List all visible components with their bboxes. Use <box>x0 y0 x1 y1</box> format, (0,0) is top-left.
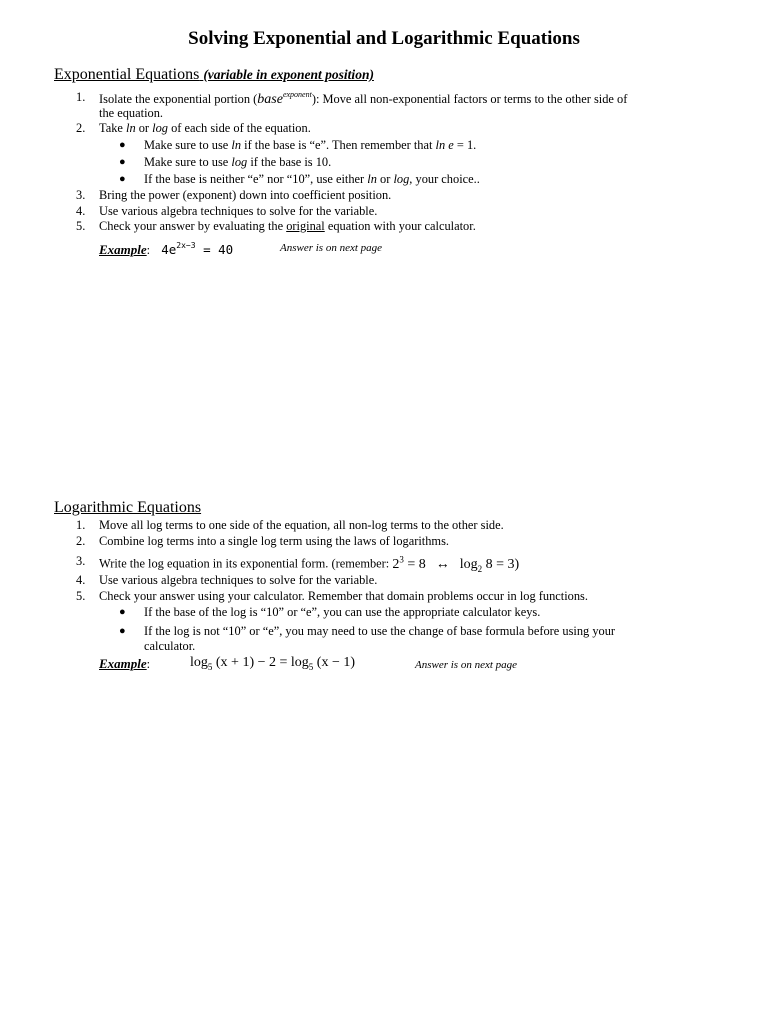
exp-step1-post: ): Move all non-exponential factors or terms to the other side of <box>311 92 628 106</box>
log-bullet2-cont: calculator. <box>144 639 196 653</box>
exponential-heading-paren: (variable in exponent position) <box>203 67 374 82</box>
log-example-rhs-base: 5 <box>308 661 314 672</box>
exp-bullet1-dot: ● <box>119 139 126 151</box>
log-example-lhs-arg: (x + 1) − 2 = <box>212 655 291 670</box>
exp-step5-original: original <box>286 219 325 233</box>
exp-step4-text: Use various algebra techniques to solve for the variable. <box>99 204 378 218</box>
page-title: Solving Exponential and Logarithmic Equations <box>188 28 580 49</box>
exp-step1-exponent-word: exponent <box>282 90 312 99</box>
log-example-lhs-base: 5 <box>207 661 213 672</box>
exp-step5-post: equation with your calculator. <box>324 219 476 233</box>
log-bullet2-text: If the log is not “10” or “e”, you may need to use the change of base formula before using your <box>144 624 616 638</box>
log-step2-text: Combine log terms into a single log term using the laws of logarithms. <box>99 534 449 548</box>
log-step3-text <box>99 552 519 575</box>
exp-bullet3-ln: ln <box>367 172 377 186</box>
log-step3-eq2-rhs: 8 = 3) <box>482 556 520 572</box>
log-step3-log-base: 2 <box>477 563 483 574</box>
log-example-colon: : <box>146 657 151 671</box>
exp-example <box>99 239 233 257</box>
exp-example-label: Example <box>99 242 147 257</box>
exp-example-colon: : <box>146 243 151 257</box>
exp-step1-base-word: base <box>257 92 283 107</box>
log-step3-num: 3. <box>76 554 86 568</box>
log-step3-exp: 3 <box>399 554 404 564</box>
exp-bullet3-dot: ● <box>119 173 126 185</box>
log-step3-equation <box>392 554 520 574</box>
log-step3-base: 2 <box>392 556 400 572</box>
exp-step2-text <box>99 121 311 135</box>
exp-step4-num: 4. <box>76 204 86 218</box>
log-step5-num: 5. <box>76 589 86 603</box>
exp-step2-post: of each side of the equation. <box>168 121 311 135</box>
exp-example-coef: 4e <box>161 242 177 257</box>
exp-example-exp: 2x−3 <box>176 241 196 250</box>
exp-bullet1-pre: Make sure to use <box>144 138 232 152</box>
log-example-rhs-arg: (x − 1) <box>313 655 356 670</box>
exp-bullet2-post: if the base is 10. <box>247 155 332 169</box>
exp-bullet3-text <box>144 172 480 186</box>
exponential-heading <box>54 66 374 84</box>
exp-bullet1-mid: if the base is “e”. Then remember that <box>241 138 436 152</box>
exp-bullet1-ln: ln <box>231 138 242 152</box>
exp-step3-num: 3. <box>76 188 86 202</box>
exp-bullet2-text <box>144 155 331 169</box>
log-step1-text: Move all log terms to one side of the equation, all non-log terms to the other side. <box>99 518 504 532</box>
log-step1-num: 1. <box>76 518 86 532</box>
exp-step2-mid: or <box>135 121 153 135</box>
log-step2-num: 2. <box>76 534 86 548</box>
exp-bullet2-dot: ● <box>119 156 126 168</box>
exp-bullet3-post: , your choice.. <box>409 172 480 186</box>
exp-bullet3-log: log <box>393 172 410 186</box>
exp-step5-num: 5. <box>76 219 86 233</box>
log-bullet1-text: If the base of the log is “10” or “e”, you can use the appropriate calculator keys. <box>144 605 541 619</box>
log-example-label: Example <box>99 656 147 671</box>
exp-step1-num: 1. <box>76 90 86 104</box>
exp-step1-cont: the equation. <box>99 106 163 120</box>
exp-bullet3-mid: or <box>376 172 394 186</box>
exp-example-rhs: = 40 <box>195 242 234 257</box>
exp-step1-text <box>99 88 627 107</box>
exp-step2-num: 2. <box>76 121 86 135</box>
exponential-heading-text: Exponential Equations <box>54 66 200 83</box>
exp-step2-log: log <box>152 121 169 135</box>
exp-example-note: Answer is on next page <box>280 242 383 254</box>
log-bullet2-dot: ● <box>119 625 126 637</box>
log-step4-num: 4. <box>76 573 86 587</box>
exp-bullet1-text <box>144 138 476 152</box>
exp-step2-ln: ln <box>126 121 136 135</box>
exp-bullet1-eq-ln: ln e <box>435 138 454 152</box>
log-example <box>99 657 150 671</box>
log-step4-text: Use various algebra techniques to solve for the variable. <box>99 573 378 587</box>
log-example-lhs-log: log <box>190 655 208 670</box>
log-step3-pre: Write the log equation in its exponential form. (remember: <box>99 556 393 571</box>
log-step3-log: log <box>459 556 478 572</box>
exp-example-equation <box>161 242 233 257</box>
exp-step5-pre: Check your answer by evaluating the <box>99 219 287 233</box>
exp-bullet2-log: log <box>231 155 248 169</box>
log-example-note: Answer is on next page <box>415 659 518 671</box>
log-example-rhs-log: log <box>290 655 309 670</box>
log-step3-arrow: ↔ <box>435 556 450 572</box>
log-step3-eq1-rhs: = 8 <box>403 556 426 572</box>
exp-step2-pre: Take <box>99 121 126 135</box>
exp-step3-text: Bring the power (exponent) down into coefficient position. <box>99 188 392 202</box>
exp-bullet1-eq-post: = 1. <box>453 138 477 152</box>
exp-bullet3-pre: If the base is neither “e” nor “10”, use either <box>144 172 368 186</box>
log-step5-text: Check your answer using your calculator. Remember that domain problems occur in log functions. <box>99 589 588 603</box>
exp-step1-pre: Isolate the exponential portion ( <box>99 92 258 106</box>
exp-bullet2-pre: Make sure to use <box>144 155 232 169</box>
exp-step5-text <box>99 219 476 233</box>
log-example-equation <box>190 656 355 674</box>
exp-step1-base <box>257 92 312 107</box>
log-bullet1-dot: ● <box>119 606 126 618</box>
logarithmic-heading: Logarithmic Equations <box>54 499 202 516</box>
